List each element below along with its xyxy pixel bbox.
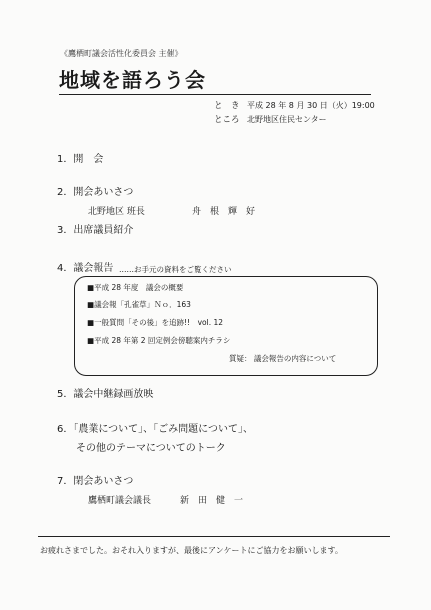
section-council-report: 4．議会報告 — [57, 263, 114, 274]
section-closing-greeting: 7．閉会あいさつ — [57, 476, 134, 487]
report-item: ■平成 28 年度 議会の概要 — [87, 283, 184, 292]
where-value: 北野地区住民センター — [247, 115, 327, 124]
report-item: ■議会報「孔雀草」Ｎｏ．163 — [87, 300, 191, 309]
section-talk-topics-cont: その他のテーマについてのトーク — [76, 443, 226, 454]
section-member-intro: 3．出席議員紹介 — [57, 225, 134, 236]
when-label: と き — [214, 101, 240, 111]
report-qa: 質疑： 議会報告の内容について — [229, 354, 337, 363]
closing-speaker-role: 鷹栖町議会議長 — [88, 496, 152, 506]
section-opening-greeting: 2．開会あいさつ — [57, 187, 134, 198]
section-broadcast: 5．議会中継録画放映 — [57, 389, 154, 400]
closing-message: お疲れさまでした。おそれ入りますが、最後にアンケートにご協力をお願いします。 — [40, 546, 343, 555]
when-value: 平成 28 年 8 月 30 日（火）19:00 — [247, 101, 375, 110]
greeting-speaker-role: 北野地区 班長 — [88, 207, 145, 217]
section-opening: 1．開 会 — [57, 154, 104, 165]
footer-divider — [38, 536, 390, 537]
section-talk-topics: 6．「農業について」、「ごみ問題について」、 — [57, 424, 253, 435]
title-underline — [59, 94, 371, 95]
report-note: ……お手元の資料をご覧ください — [119, 265, 232, 274]
closing-speaker-name: 新 田 健 一 — [180, 496, 244, 506]
organizer-note: 《鷹栖町議会活性化委員会 主催》 — [60, 49, 183, 58]
report-item: ■平成 28 年第 2 回定例会傍聴案内チラシ — [87, 336, 231, 345]
page-title: 地域を語ろう会 — [59, 68, 206, 92]
greeting-speaker-name: 舟 根 輝 好 — [192, 207, 256, 217]
where-label: ところ — [214, 115, 240, 125]
report-item: ■一般質問「その後」を追跡!! vol. 12 — [87, 318, 224, 327]
